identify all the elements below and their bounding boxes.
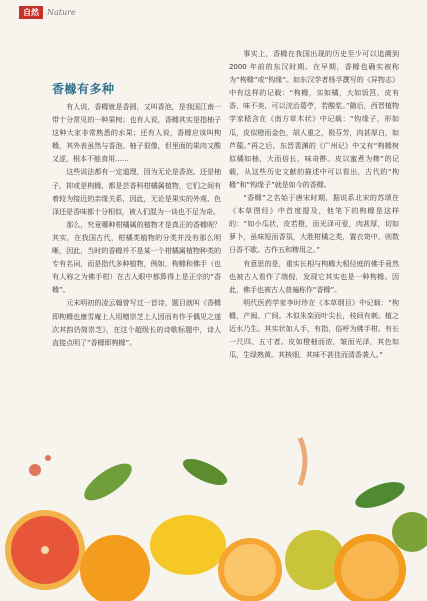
article-column-right (229, 47, 399, 361)
article-title: 香橼有多种 (52, 82, 115, 96)
juice-splash (29, 464, 41, 476)
paragraph: 事实上，香橼在我国出现的历史至少可以追溯到 2000 年前的东汉时期。在早期，香橼也确实被称为“枸橼”或“钩缘”。如东汉学者杨孚撰写的《异物志》中有这样的记载：“枸橼，实如橘，大如饭筥，皮有香，味不美，可以浣治葛苧，若酸浆。”随后，西晋植物学家嵇含在《南方草木状》中记载：“钩缘子，形如瓜，皮似橙而金色，胡人重之，极芬芳，肉甚厚白，如芦菔。”再之后，东晋裴渊的《广州记》中又有“枸橼树似橘如柚，大而倍长，味奇酢。皮以蜜煮为糁”的记载，从这些历史文献的描述中可以看出，古代的“枸橼”和“钩缘子”就是如今的香橼。 (229, 49, 399, 189)
section-category: 自然 (19, 6, 43, 19)
citrus-illustration (0, 420, 427, 601)
paragraph: 有人说，香橼就是香圆，又叫香泡，是我国江南一带十分常见的一种果树；也有人说，香橼其实是指柚子这种大家非常熟悉的水果；还有人说，香橼应该叫枸橼，其外表虽然与香泡、柚子很像，但里面的果肉又酸又涩，根本不能食用…… (52, 102, 221, 164)
article-column-left (52, 100, 221, 349)
section-subtitle: Nature (47, 7, 76, 17)
leaf (179, 454, 230, 491)
paragraph: 那么，究竟哪种柑橘属的植物才是真正的香橼呢？其实，在我国古代，柑橘类植物的分类并没有那么明晰，因此，当时的香橼并不是某一个柑橘属植物种类的专有名词，而是指代多种植物，例如，枸橼和佛手（也有人称之为佛手柑）在古人眼中都算得上是正宗的“香橼”。 (52, 219, 221, 295)
paragraph: 有意思的是，重实长相与枸橼大相径庭的佛手竟然也被古人看作了端倪，发现它其实也是一种枸橼。因此，佛手也被古人普遍称作“香橼”。 (229, 258, 399, 294)
juice-splash (300, 438, 305, 485)
leaf (352, 477, 408, 514)
paragraph: 这些说法都有一定道理，因为无论是香泡、还是柚子，抑或是枸橼，都是芸香科柑橘属植物，它们之间有着较为接近的亲缘关系，因此，无论是果实的外观、色泽还是香味都十分相似，被人们混为一谈也不足为奇。 (52, 167, 221, 216)
paragraph: “香橼”之名始于唐宋时期，据说系北宋的苏颂在《本草图经》中首度提及，他笔下的枸橼是这样的：“如小瓜状，皮若橙，而光泽可爱，肉甚厚，切如萝卜，虽味短而香氛，大胜柑橘之类，置衣笥中，则数日香不歇。古作五和糁用之。” (229, 193, 399, 255)
orange (80, 535, 150, 601)
lemon (150, 515, 226, 575)
paragraph: 明代医药学家李时珍在《本草纲目》中记载：“枸橼，产闽、广间。木似朱栾而叶尖长，枝间有刺。植之近水乃生。其实状如人手，有指，俗呼为佛手柑。有长一尺四、五寸者。皮如橙柚而浓，皱而光泽，其色如瓜，生绿熟黄。其核细，其味不甚佳而清香袭人。” (229, 297, 399, 360)
paragraph: 元末明初的凌云翰曾写过一首诗，题目就叫《香橼即枸橼也康雪庵上人用赠崇芝上人因而有作予偶见之遂次其韵仍简崇芝》，在这个超级长的诗歌标题中，诗人直接点明了“香橼即枸橼”。 (52, 298, 221, 347)
lime (392, 512, 427, 552)
juice-splash (45, 455, 51, 461)
section-header (19, 5, 76, 19)
leaf (79, 457, 137, 507)
